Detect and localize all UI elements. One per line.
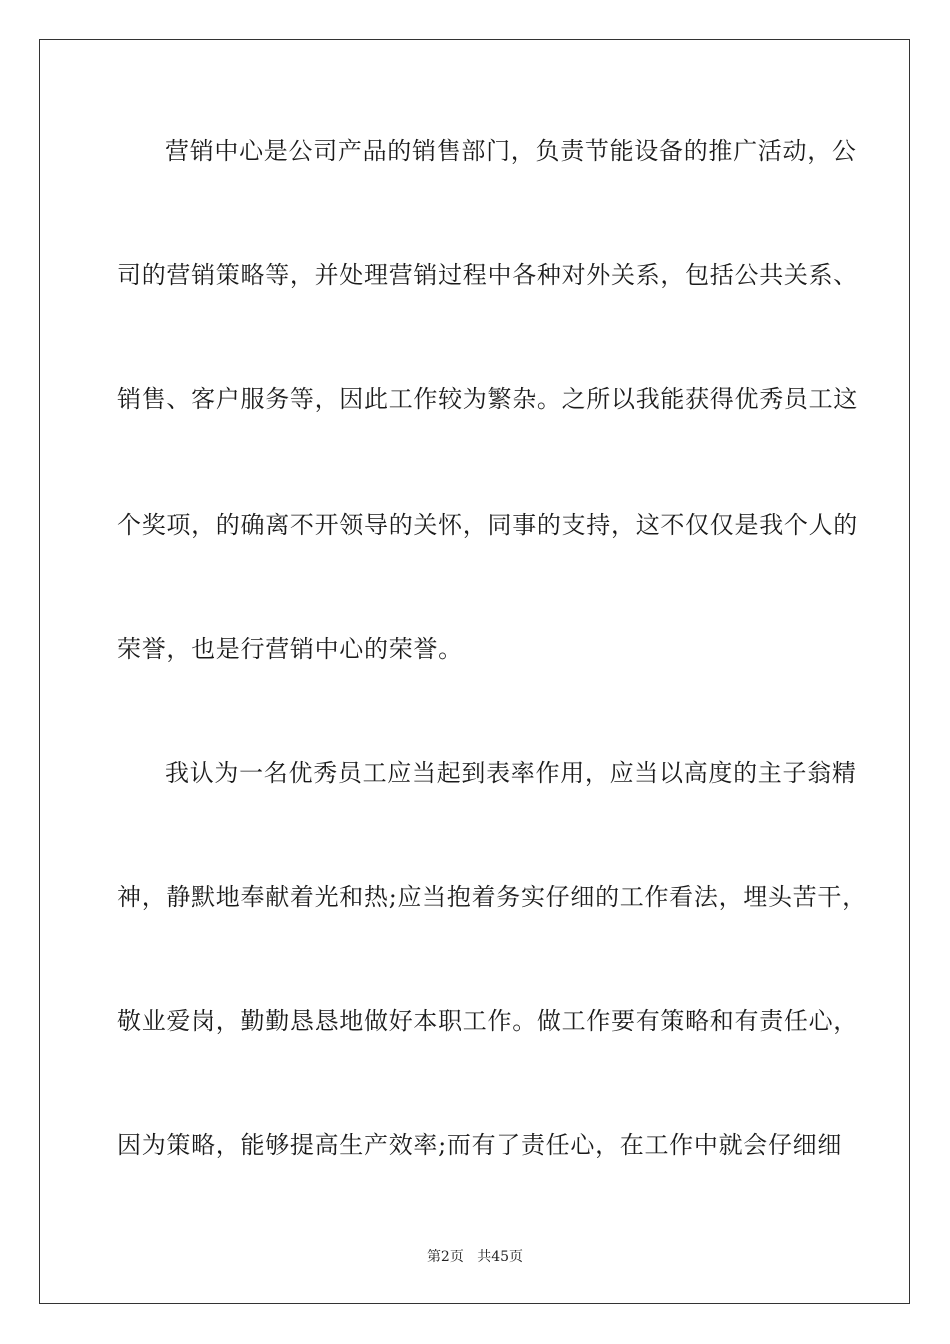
paragraph-2-line-2: 神，静默地奉献着光和热;应当抱着务实仔细的工作看法，埋头苦干， <box>117 883 867 911</box>
paragraph-1-line-5: 荣誉，也是行营销中心的荣誉。 <box>117 635 463 663</box>
page-footer <box>0 1248 950 1266</box>
page-border <box>39 39 910 1304</box>
paragraph-2-line-1: 我认为一名优秀员工应当起到表率作用，应当以高度的主子翁精 <box>165 759 857 787</box>
paragraph-2-line-4: 因为策略，能够提高生产效率;而有了责任心，在工作中就会仔细细 <box>117 1131 843 1159</box>
paragraph-1-line-4: 个奖项，的确离不开领导的关怀，同事的支持，这不仅仅是我个人的 <box>117 511 858 539</box>
paragraph-2-line-3: 敬业爱岗，勤勤恳恳地做好本职工作。做工作要有策略和有责任心， <box>117 1007 858 1035</box>
paragraph-1-line-2: 司的营销策略等，并处理营销过程中各种对外关系，包括公共关系、 <box>117 261 858 289</box>
paragraph-1-line-3: 销售、客户服务等，因此工作较为繁杂。之所以我能获得优秀员工这 <box>117 385 858 413</box>
page-number: 第2页 <box>426 1249 464 1265</box>
page-total: 共45页 <box>477 1249 524 1265</box>
paragraph-1-line-1: 营销中心是公司产品的销售部门，负责节能设备的推广活动，公 <box>165 137 857 165</box>
